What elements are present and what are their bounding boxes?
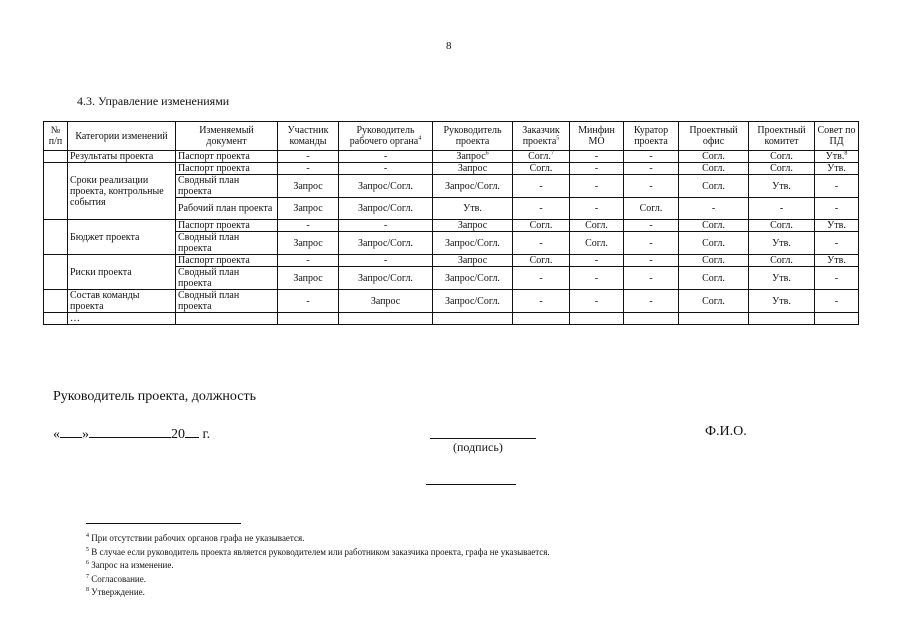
value-cell [815, 267, 859, 290]
cell-value: - [383, 163, 388, 174]
header-head_work [339, 122, 433, 151]
value-cell [570, 198, 624, 220]
cell-value: Запрос/Согл. [445, 237, 500, 249]
cell-value: - [539, 180, 543, 192]
value-cell [749, 163, 815, 175]
footnote-ref: 8 [844, 150, 848, 157]
document-cell [176, 313, 278, 325]
cell-value: Запрос [293, 272, 323, 284]
value-cell [624, 151, 679, 163]
cell-value: Запрос/Согл. [445, 272, 500, 284]
category-cell: … [68, 313, 176, 325]
footnote-item [86, 586, 550, 600]
table-header-row [44, 122, 859, 151]
value-cell [679, 290, 749, 313]
cell-value: Согл. [585, 220, 608, 231]
value-cell [433, 163, 513, 175]
header-label: Изменяемый документ [199, 125, 254, 147]
cell-value: Согл. [529, 220, 553, 231]
cell-value: Согл. [702, 151, 725, 162]
header-label: № п/п [48, 125, 63, 147]
document-cell: Сводный план проекта [176, 232, 278, 255]
cell-value: Запрос [293, 237, 323, 249]
category-cell: Результаты проекта [68, 151, 176, 163]
value-cell [815, 198, 859, 220]
value-cell [278, 220, 339, 232]
cell-value: Согл. [702, 295, 725, 307]
signature-caption: (подпись) [453, 440, 503, 454]
row-number-cell [44, 290, 68, 313]
value-cell [278, 313, 339, 325]
cell-value: Согл. [702, 237, 725, 249]
footnote-number: 6 [86, 560, 89, 567]
value-cell [749, 198, 815, 220]
value-cell [513, 151, 570, 163]
value-cell [513, 220, 570, 232]
cell-value: Запрос/Согл. [445, 295, 500, 307]
cell-value: Утв. [772, 180, 791, 192]
cell-value: - [306, 295, 310, 307]
value-cell [570, 232, 624, 255]
header-label: Категории изменений [75, 130, 168, 142]
table-row [44, 163, 859, 175]
cell-value: Согл. [770, 255, 793, 266]
value-cell [570, 313, 624, 325]
value-cell [624, 220, 679, 232]
value-cell [513, 313, 570, 325]
value-cell [749, 255, 815, 267]
cell-value: - [539, 237, 543, 249]
cell-value: Согл. [529, 255, 553, 266]
value-cell [278, 232, 339, 255]
cell-value: Запрос/Согл. [358, 272, 413, 284]
footnote-number: 7 [86, 573, 89, 580]
category-cell: Бюджет проекта [68, 220, 176, 255]
value-cell [570, 175, 624, 198]
header-team [278, 122, 339, 151]
cell-value: Запрос/Согл. [445, 180, 500, 192]
month-blank [89, 425, 171, 438]
cell-value: - [649, 180, 653, 192]
cell-value: Утв. [827, 255, 846, 266]
value-cell [339, 267, 433, 290]
value-cell [339, 151, 433, 163]
header-label: Проектный офис [689, 125, 738, 147]
date-line [53, 425, 210, 443]
cell-value: Запрос [457, 163, 488, 174]
value-cell [570, 267, 624, 290]
value-cell [513, 163, 570, 175]
value-cell [278, 290, 339, 313]
header-customer [513, 122, 570, 151]
value-cell [278, 163, 339, 175]
footnote-number: 4 [86, 533, 89, 539]
value-cell [749, 232, 815, 255]
value-cell [815, 290, 859, 313]
cell-value: Утв. [772, 295, 791, 307]
header-label: Участник команды [287, 125, 329, 147]
value-cell [624, 290, 679, 313]
cell-value: - [594, 255, 599, 266]
value-cell [433, 255, 513, 267]
cell-value: - [649, 163, 653, 174]
cell-value: - [649, 295, 653, 307]
value-cell [433, 220, 513, 232]
value-cell [815, 232, 859, 255]
header-curator [624, 122, 679, 151]
value-cell [624, 175, 679, 198]
value-cell [513, 232, 570, 255]
cell-value: - [539, 272, 543, 284]
header-minfin [570, 122, 624, 151]
value-cell [749, 220, 815, 232]
value-cell [570, 163, 624, 175]
footnote-text: Утверждение. [91, 587, 145, 598]
cell-value: - [539, 203, 543, 214]
value-cell [570, 255, 624, 267]
cell-value: Запрос [293, 180, 323, 192]
document-cell: Сводный план проекта [176, 267, 278, 290]
cell-value: Запрос/Согл. [358, 203, 413, 214]
header-cat [68, 122, 176, 151]
value-cell [513, 175, 570, 198]
footnote-rule [86, 523, 241, 524]
footnote-ref: 4 [418, 135, 422, 142]
footnote-text: В случае если руководитель проекта является руководителем или работником заказчика проекта, графа не указывается. [91, 546, 550, 557]
value-cell [679, 151, 749, 163]
cell-value: Согл. [702, 272, 725, 284]
footnote-ref: 5 [556, 135, 560, 142]
value-cell [624, 232, 679, 255]
row-number-cell [44, 255, 68, 290]
value-cell [570, 151, 624, 163]
value-cell [815, 313, 859, 325]
value-cell [278, 255, 339, 267]
cell-value: Согл. [585, 237, 608, 249]
footnote-ref: 7 [550, 150, 554, 157]
value-cell [433, 175, 513, 198]
cell-value: - [383, 255, 388, 266]
value-cell [339, 198, 433, 220]
value-cell [278, 175, 339, 198]
value-cell [624, 163, 679, 175]
cell-value: Согл. [639, 203, 663, 214]
document-cell: Сводный план проекта [176, 290, 278, 313]
value-cell [339, 255, 433, 267]
value-cell [433, 290, 513, 313]
cell-value: - [594, 163, 599, 174]
table-body [44, 151, 859, 325]
document-cell: Паспорт проекта [176, 151, 278, 163]
cell-value: - [306, 220, 310, 231]
value-cell [278, 198, 339, 220]
table-row [44, 255, 859, 267]
page-number: 8 [446, 40, 452, 52]
header-label: Минфин МО [578, 125, 615, 147]
cell-value: - [383, 151, 388, 162]
signature-title: Руководитель проекта, должность [53, 389, 256, 404]
cell-value: - [649, 220, 653, 231]
cell-value: Запрос/Согл. [358, 237, 413, 249]
value-cell [679, 232, 749, 255]
value-cell [339, 290, 433, 313]
footnote-item [86, 532, 550, 546]
cell-value: - [594, 295, 599, 307]
date-close-quote: » [82, 427, 89, 442]
value-cell [749, 175, 815, 198]
value-cell [679, 267, 749, 290]
cell-value: Запрос [457, 255, 488, 266]
separator-line [426, 484, 516, 485]
value-cell [339, 232, 433, 255]
year-prefix: 20 [171, 427, 185, 442]
category-cell: Риски проекта [68, 255, 176, 290]
value-cell [815, 255, 859, 267]
footnote-item [86, 573, 550, 587]
value-cell [624, 267, 679, 290]
header-label: Совет по ПД [817, 125, 856, 147]
year-blank [185, 425, 199, 438]
value-cell [339, 313, 433, 325]
document-cell: Паспорт проекта [176, 255, 278, 267]
cell-value: Согл. [702, 180, 725, 192]
cell-value: Согл. [770, 163, 793, 174]
cell-value: - [306, 151, 310, 162]
row-number-cell [44, 313, 68, 325]
footnote-text: Согласование. [91, 573, 146, 584]
table-row [44, 151, 859, 163]
cell-value: - [834, 180, 839, 192]
cell-value: - [306, 163, 310, 174]
table-row [44, 290, 859, 313]
cell-value: - [594, 151, 599, 162]
value-cell [624, 313, 679, 325]
cell-value: - [649, 255, 653, 266]
footnote-text: При отсутствии рабочих органов графа не указывается. [91, 533, 305, 543]
header-label: Руководитель рабочего органа [349, 125, 419, 147]
row-number-cell [44, 220, 68, 255]
table-row [44, 313, 859, 325]
header-doc [176, 122, 278, 151]
change-management-table [43, 121, 859, 325]
date-open-quote: « [53, 427, 60, 442]
value-cell [815, 220, 859, 232]
cell-value: - [834, 295, 839, 307]
cell-value: Утв. [772, 237, 791, 249]
footnote-item [86, 546, 550, 560]
cell-value: Согл. [770, 220, 793, 231]
cell-value: Утв. [772, 272, 791, 284]
cell-value: Согл. [528, 151, 551, 162]
value-cell [749, 267, 815, 290]
value-cell [433, 313, 513, 325]
cell-value: Согл. [529, 163, 553, 174]
cell-value: Согл. [702, 163, 725, 174]
cell-value: - [594, 180, 599, 192]
header-label: Руководитель проекта [443, 125, 502, 147]
value-cell [679, 220, 749, 232]
cell-value: Утв. [827, 220, 846, 231]
value-cell [513, 290, 570, 313]
value-cell [433, 198, 513, 220]
year-suffix: г. [199, 427, 211, 442]
value-cell [570, 220, 624, 232]
value-cell [679, 163, 749, 175]
value-cell [339, 163, 433, 175]
header-office [679, 122, 749, 151]
value-cell [679, 198, 749, 220]
header-label: Заказчик проекта [522, 125, 560, 147]
value-cell [570, 290, 624, 313]
value-cell [513, 267, 570, 290]
value-cell [513, 198, 570, 220]
value-cell [339, 175, 433, 198]
footnote-number: 5 [86, 546, 89, 553]
cell-value: Запрос/Согл. [358, 180, 413, 192]
cell-value: - [779, 203, 784, 214]
header-head_proj [433, 122, 513, 151]
cell-value: - [834, 237, 839, 249]
cell-value: Согл. [702, 220, 725, 231]
value-cell [433, 232, 513, 255]
cell-value: - [649, 151, 653, 162]
cell-value: - [711, 203, 716, 214]
value-cell [433, 267, 513, 290]
footnote-ref: 6 [485, 150, 489, 157]
value-cell [749, 313, 815, 325]
section-title: 4.3. Управление изменениями [77, 94, 230, 108]
cell-value: - [834, 272, 839, 284]
header-label: Куратор проекта [633, 125, 669, 147]
value-cell [339, 220, 433, 232]
value-cell [749, 290, 815, 313]
value-cell [624, 255, 679, 267]
value-cell [749, 151, 815, 163]
value-cell [433, 151, 513, 163]
signature-line [430, 438, 536, 439]
cell-value: - [594, 203, 599, 214]
value-cell [815, 163, 859, 175]
category-cell: Сроки реализации проекта, контрольные события [68, 163, 176, 220]
header-num [44, 122, 68, 151]
document-cell: Сводный план проекта [176, 175, 278, 198]
header-council [815, 122, 859, 151]
footnote-item [86, 559, 550, 573]
row-number-cell [44, 163, 68, 220]
value-cell [815, 175, 859, 198]
value-cell [278, 267, 339, 290]
footnote-text: Запрос на изменение. [91, 560, 174, 571]
value-cell [679, 255, 749, 267]
cell-value: - [306, 255, 310, 266]
cell-value: Запрос [457, 220, 488, 231]
cell-value: Согл. [770, 151, 793, 162]
document-cell: Паспорт проекта [176, 163, 278, 175]
value-cell [815, 151, 859, 163]
cell-value: Запрос [370, 295, 401, 307]
cell-value: - [834, 203, 839, 214]
fio-label: Ф.И.О. [705, 424, 747, 439]
cell-value: - [649, 272, 653, 284]
cell-value: - [383, 220, 388, 231]
document-cell: Паспорт проекта [176, 220, 278, 232]
table-row [44, 220, 859, 232]
value-cell [513, 255, 570, 267]
value-cell [679, 175, 749, 198]
cell-value: Запрос [456, 151, 486, 162]
day-blank [60, 425, 82, 438]
footnote-number: 8 [86, 587, 89, 594]
category-cell: Состав команды проекта [68, 290, 176, 313]
cell-value: Согл. [702, 255, 725, 266]
header-committee [749, 122, 815, 151]
value-cell [679, 313, 749, 325]
value-cell [278, 151, 339, 163]
cell-value: Утв. [827, 163, 846, 174]
cell-value: - [539, 295, 543, 307]
footnotes [86, 532, 550, 600]
value-cell [624, 198, 679, 220]
document-cell: Рабочий план проекта [176, 198, 278, 220]
cell-value: Утв. [463, 203, 482, 214]
cell-value: Запрос [293, 203, 323, 214]
header-label: Проектный комитет [757, 125, 806, 147]
row-number-cell [44, 151, 68, 163]
cell-value: Утв. [825, 151, 845, 162]
cell-value: - [649, 237, 653, 249]
cell-value: - [594, 272, 599, 284]
